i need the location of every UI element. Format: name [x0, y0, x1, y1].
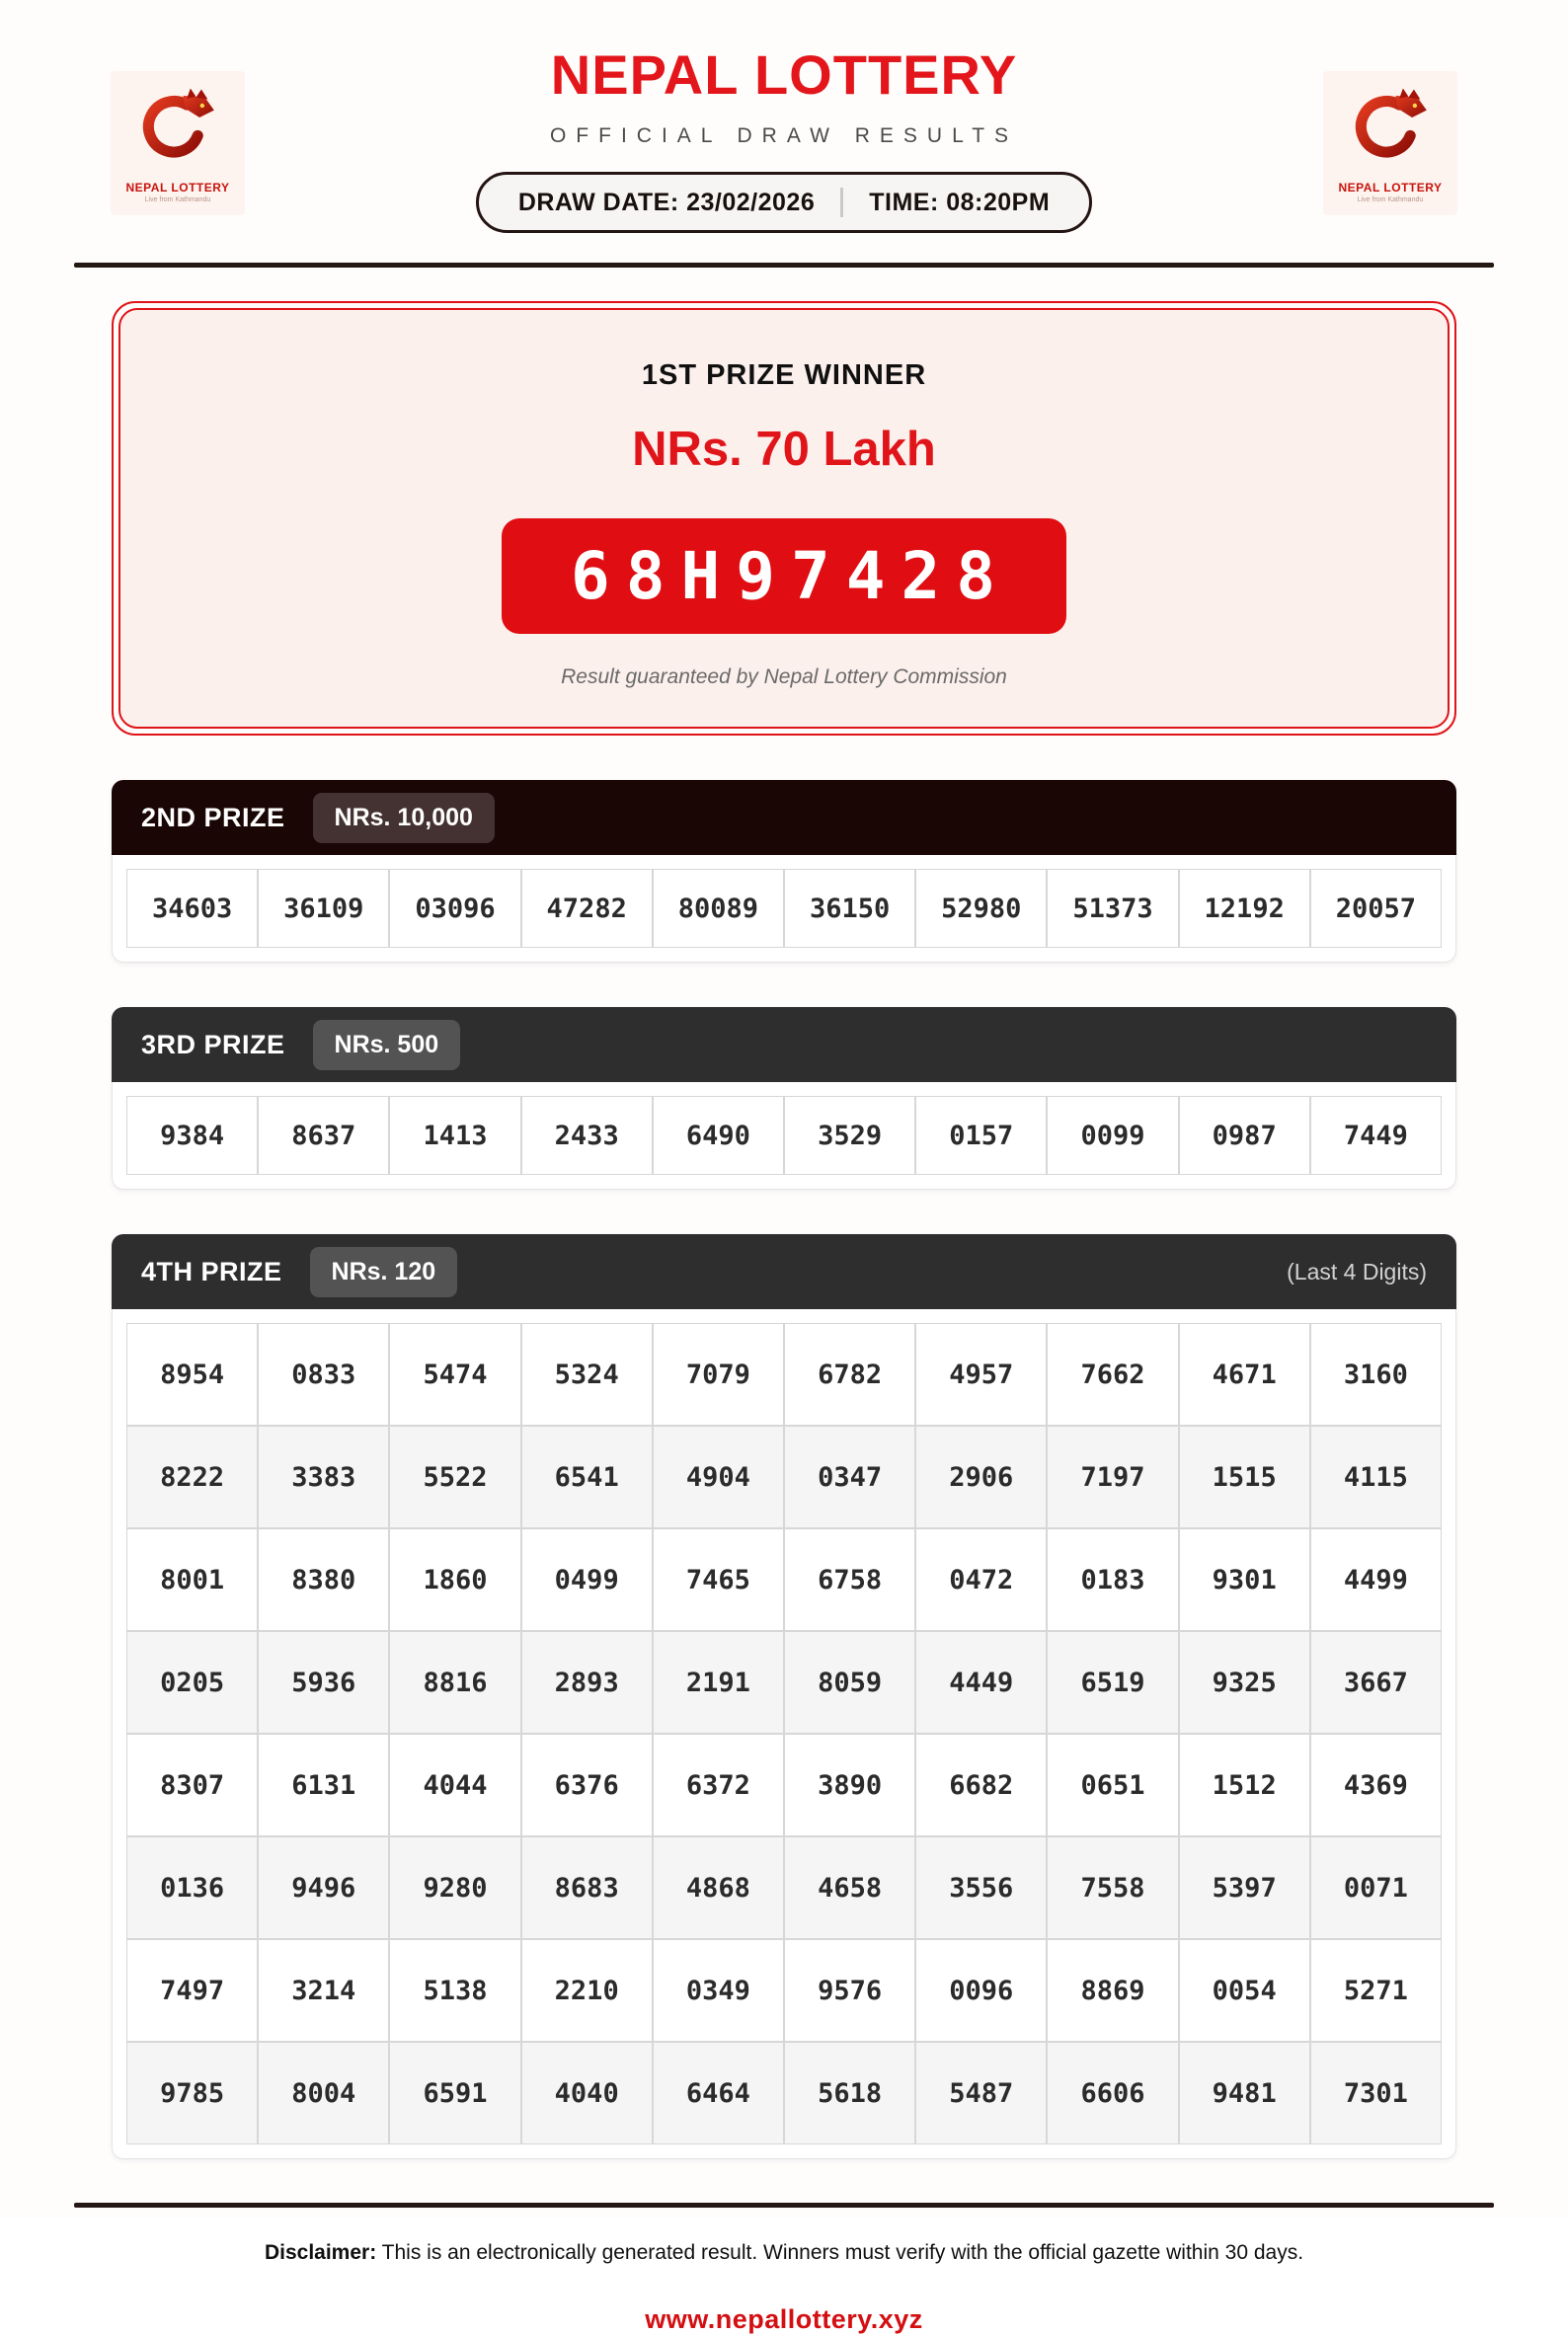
number-cell: 1512 — [1179, 1734, 1310, 1836]
number-cell: 4040 — [521, 2042, 653, 2144]
number-cell: 4044 — [389, 1734, 520, 1836]
number-cell: 6591 — [389, 2042, 520, 2144]
number-cell: 4904 — [653, 1426, 784, 1528]
fourth-prize-row — [126, 1528, 1442, 1631]
number-cell: 0096 — [915, 1939, 1047, 2042]
number-cell: 7197 — [1047, 1426, 1178, 1528]
fourth-prize-section — [112, 1234, 1456, 2159]
number-cell: 20057 — [1310, 869, 1442, 948]
website-link[interactable]: www.nepallottery.xyz — [645, 2304, 923, 2334]
number-cell: 8683 — [521, 1836, 653, 1939]
second-prize-section — [112, 780, 1456, 963]
pill-divider — [840, 188, 843, 217]
fourth-prize-header — [112, 1234, 1456, 1309]
logo-tagline: Live from Kathmandu — [144, 196, 211, 203]
number-cell: 2893 — [521, 1631, 653, 1734]
number-cell: 0651 — [1047, 1734, 1178, 1836]
brand-logo-right — [1323, 71, 1457, 215]
number-cell: 8954 — [126, 1323, 258, 1426]
fourth-prize-row — [126, 2042, 1442, 2144]
number-cell: 0472 — [915, 1528, 1047, 1631]
number-cell: 7662 — [1047, 1323, 1178, 1426]
first-prize-panel-inner — [118, 308, 1450, 729]
number-cell: 0099 — [1047, 1096, 1178, 1175]
fourth-prize-row — [126, 1323, 1442, 1426]
number-cell: 0136 — [126, 1836, 258, 1939]
number-cell: 4658 — [784, 1836, 915, 1939]
number-cell: 0347 — [784, 1426, 915, 1528]
number-cell: 36150 — [784, 869, 915, 948]
third-prize-amount-badge: NRs. 500 — [313, 1020, 461, 1070]
number-cell: 5618 — [784, 2042, 915, 2144]
number-cell: 6376 — [521, 1734, 653, 1836]
number-cell: 9496 — [258, 1836, 389, 1939]
number-cell: 6606 — [1047, 2042, 1178, 2144]
number-cell: 4449 — [915, 1631, 1047, 1734]
number-cell: 36109 — [258, 869, 389, 948]
number-cell: 8637 — [258, 1096, 389, 1175]
number-cell: 3214 — [258, 1939, 389, 2042]
number-cell: 1515 — [1179, 1426, 1310, 1528]
number-cell: 5487 — [915, 2042, 1047, 2144]
number-cell: 34603 — [126, 869, 258, 948]
number-cell: 7497 — [126, 1939, 258, 2042]
number-cell: 9325 — [1179, 1631, 1310, 1734]
number-cell: 03096 — [389, 869, 520, 948]
number-cell: 5138 — [389, 1939, 520, 2042]
second-prize-label: 2ND PRIZE — [141, 802, 285, 832]
number-cell: 0833 — [258, 1323, 389, 1426]
fourth-prize-row — [126, 1631, 1442, 1734]
number-cell: 0205 — [126, 1631, 258, 1734]
second-prize-amount-badge: NRs. 10,000 — [313, 793, 495, 843]
number-cell: 6758 — [784, 1528, 915, 1631]
logo-wordmark: NEPAL LOTTERY — [125, 181, 230, 195]
number-cell: 9384 — [126, 1096, 258, 1175]
winning-number-box — [502, 518, 1066, 634]
second-prize-numbers — [126, 869, 1442, 948]
logo-tagline: Live from Kathmandu — [1357, 196, 1424, 203]
third-prize-label: 3RD PRIZE — [141, 1029, 285, 1059]
number-cell: 8004 — [258, 2042, 389, 2144]
third-prize-section — [112, 1007, 1456, 1190]
number-cell: 7079 — [653, 1323, 784, 1426]
number-cell: 80089 — [653, 869, 784, 948]
number-cell: 4369 — [1310, 1734, 1442, 1836]
second-prize-body — [112, 855, 1456, 963]
number-cell: 8222 — [126, 1426, 258, 1528]
number-cell: 8380 — [258, 1528, 389, 1631]
logo-wordmark: NEPAL LOTTERY — [1338, 181, 1443, 195]
number-cell: 9280 — [389, 1836, 520, 1939]
draw-date-label: DRAW DATE: 23/02/2026 — [517, 188, 816, 216]
third-prize-numbers — [126, 1096, 1442, 1175]
number-cell: 5936 — [258, 1631, 389, 1734]
fourth-prize-row — [126, 1939, 1442, 2042]
third-prize-body — [112, 1082, 1456, 1190]
number-cell: 1860 — [389, 1528, 520, 1631]
page-title: NEPAL LOTTERY — [550, 43, 1018, 106]
third-prize-header — [112, 1007, 1456, 1082]
dragon-circle-icon — [1345, 83, 1436, 179]
number-cell: 2210 — [521, 1939, 653, 2042]
number-cell: 2433 — [521, 1096, 653, 1175]
number-cell: 5474 — [389, 1323, 520, 1426]
page-subtitle: OFFICIAL DRAW RESULTS — [549, 124, 1019, 147]
number-cell: 9576 — [784, 1939, 915, 2042]
number-cell: 51373 — [1047, 869, 1178, 948]
number-cell: 4115 — [1310, 1426, 1442, 1528]
number-cell: 5397 — [1179, 1836, 1310, 1939]
number-cell: 2906 — [915, 1426, 1047, 1528]
number-cell: 4868 — [653, 1836, 784, 1939]
number-cell: 5271 — [1310, 1939, 1442, 2042]
number-cell: 1413 — [389, 1096, 520, 1175]
number-cell: 47282 — [521, 869, 653, 948]
fourth-prize-row — [126, 1836, 1442, 1939]
guarantee-note: Result guaranteed by Nepal Lottery Commission — [561, 665, 1007, 688]
number-cell: 0499 — [521, 1528, 653, 1631]
fourth-prize-grid — [112, 1309, 1456, 2159]
first-prize-amount: NRs. 70 Lakh — [632, 423, 936, 476]
number-cell: 0157 — [915, 1096, 1047, 1175]
number-cell: 6519 — [1047, 1631, 1178, 1734]
number-cell: 9785 — [126, 2042, 258, 2144]
number-cell: 7558 — [1047, 1836, 1178, 1939]
disclaimer-text: This is an electronically generated result. Winners must verify with the official gazette within 30 days. — [376, 2241, 1304, 2264]
number-cell: 6782 — [784, 1323, 915, 1426]
number-cell: 0183 — [1047, 1528, 1178, 1631]
page-header — [0, 0, 1568, 233]
dragon-circle-icon — [132, 83, 223, 179]
brand-logo-left — [111, 71, 245, 215]
fourth-prize-amount-badge: NRs. 120 — [310, 1247, 458, 1297]
footer-divider — [74, 2203, 1494, 2208]
number-cell: 3160 — [1310, 1323, 1442, 1426]
number-cell: 7449 — [1310, 1096, 1442, 1175]
number-cell: 6372 — [653, 1734, 784, 1836]
number-cell: 3890 — [784, 1734, 915, 1836]
number-cell: 0349 — [653, 1939, 784, 2042]
number-cell: 3529 — [784, 1096, 915, 1175]
number-cell: 3667 — [1310, 1631, 1442, 1734]
fourth-prize-row — [126, 1426, 1442, 1528]
number-cell: 4957 — [915, 1323, 1047, 1426]
second-prize-header — [112, 780, 1456, 855]
number-cell: 8059 — [784, 1631, 915, 1734]
number-cell: 4499 — [1310, 1528, 1442, 1631]
number-cell: 6464 — [653, 2042, 784, 2144]
number-cell: 6131 — [258, 1734, 389, 1836]
number-cell: 4671 — [1179, 1323, 1310, 1426]
last-4-digits-note: (Last 4 Digits) — [1287, 1258, 1427, 1284]
winning-number: 68H97428 — [571, 538, 1011, 614]
number-cell: 5522 — [389, 1426, 520, 1528]
first-prize-panel — [112, 301, 1456, 736]
disclaimer-label: Disclaimer: — [264, 2241, 377, 2264]
first-prize-heading: 1ST PRIZE WINNER — [641, 359, 927, 391]
number-cell: 0071 — [1310, 1836, 1442, 1939]
number-cell: 7465 — [653, 1528, 784, 1631]
draw-date-pill — [476, 172, 1092, 233]
number-cell: 3383 — [258, 1426, 389, 1528]
number-cell: 5324 — [521, 1323, 653, 1426]
number-cell: 3556 — [915, 1836, 1047, 1939]
number-cell: 2191 — [653, 1631, 784, 1734]
number-cell: 0054 — [1179, 1939, 1310, 2042]
number-cell: 52980 — [915, 869, 1047, 948]
fourth-prize-label: 4TH PRIZE — [141, 1256, 282, 1286]
number-cell: 0987 — [1179, 1096, 1310, 1175]
draw-time-label: TIME: 08:20PM — [869, 188, 1051, 216]
number-cell: 7301 — [1310, 2042, 1442, 2144]
number-cell: 8816 — [389, 1631, 520, 1734]
number-cell: 6682 — [915, 1734, 1047, 1836]
fourth-prize-row — [126, 1734, 1442, 1836]
number-cell: 6541 — [521, 1426, 653, 1528]
disclaimer — [0, 2241, 1568, 2265]
number-cell: 8307 — [126, 1734, 258, 1836]
number-cell: 6490 — [653, 1096, 784, 1175]
number-cell: 9301 — [1179, 1528, 1310, 1631]
number-cell: 9481 — [1179, 2042, 1310, 2144]
number-cell: 8869 — [1047, 1939, 1178, 2042]
number-cell: 12192 — [1179, 869, 1310, 948]
header-divider — [74, 263, 1494, 268]
number-cell: 8001 — [126, 1528, 258, 1631]
